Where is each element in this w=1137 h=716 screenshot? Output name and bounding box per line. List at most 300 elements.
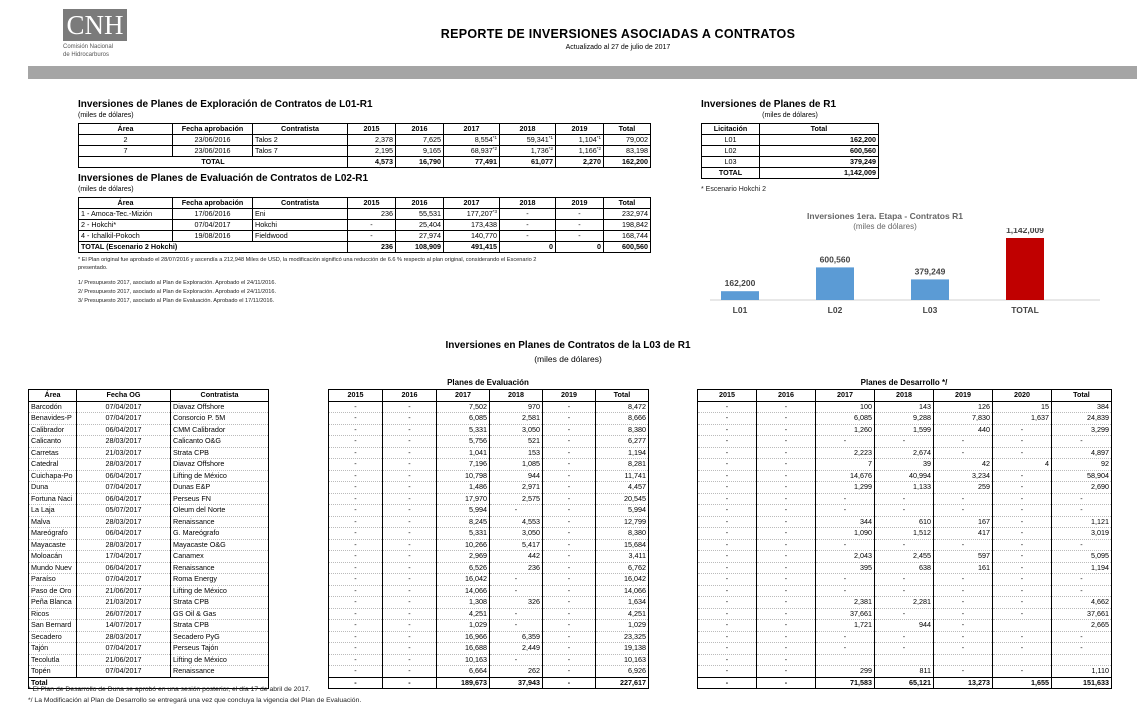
l02-col-header bbox=[500, 198, 556, 209]
area-cell bbox=[29, 424, 77, 436]
eval-value-cell-text: 10,163 bbox=[465, 654, 487, 664]
eval-value-cell-text: - bbox=[408, 608, 411, 618]
dev-value-cell-text: - bbox=[961, 447, 965, 457]
l03-contract-row bbox=[29, 493, 269, 505]
dev-value-cell bbox=[875, 447, 934, 459]
category-label: L02 bbox=[827, 305, 843, 315]
total-value-cell-text: 2,270 bbox=[583, 157, 601, 166]
eval-value-cell bbox=[596, 413, 649, 425]
dev-value-cell bbox=[1052, 413, 1112, 425]
dev-value-cell bbox=[875, 654, 934, 666]
eval-value-cell-text: - bbox=[354, 539, 357, 549]
dev-total-cell-text: 71,583 bbox=[850, 677, 872, 687]
dev-value-cell bbox=[698, 608, 757, 620]
l02-col-header-text: Área bbox=[117, 198, 134, 207]
lic-cell-text: L01 bbox=[724, 135, 737, 144]
value-cell-text: 1,104 bbox=[578, 135, 597, 144]
dev-value-cell-text: - bbox=[961, 643, 965, 653]
l01-col-header bbox=[444, 124, 500, 135]
eval-value-cell bbox=[383, 482, 437, 494]
contractor-cell-text: Perseus Tajón bbox=[173, 643, 219, 653]
eval-value-cell bbox=[490, 562, 543, 574]
eval-value-cell bbox=[383, 597, 437, 609]
l03-contract-row bbox=[29, 516, 269, 528]
eval-value-cell-text: 6,526 bbox=[469, 562, 487, 572]
category-label: L03 bbox=[922, 305, 938, 315]
eval-value-cell-text: 16,042 bbox=[624, 574, 646, 584]
chart-subtitle: (miles de dólares) bbox=[853, 222, 917, 231]
eval-value-cell bbox=[437, 654, 490, 666]
eval-value-cell-text: 3,050 bbox=[522, 424, 540, 434]
eval-value-cell bbox=[383, 574, 437, 586]
eval-value-cell-text: 1,194 bbox=[628, 447, 646, 457]
dev-value-cell bbox=[698, 631, 757, 643]
eval-value-cell-text: 1,029 bbox=[628, 620, 646, 630]
eval-value-cell-text: - bbox=[567, 631, 571, 641]
eval-value-cell-text: 8,666 bbox=[628, 413, 646, 423]
eval-value-cell-text: - bbox=[354, 574, 357, 584]
dev-year-header-text: 2017 bbox=[837, 390, 853, 400]
dev-value-cell bbox=[1052, 505, 1112, 517]
l02-row bbox=[79, 220, 651, 231]
dev-value-cell-text: - bbox=[784, 482, 788, 492]
l03-dev-row bbox=[698, 551, 1112, 563]
l03-col-header bbox=[29, 390, 77, 402]
bar-l03 bbox=[911, 279, 949, 300]
l01-unit: (miles de dólares) bbox=[78, 112, 134, 119]
dev-value-cell-text: 4 bbox=[1045, 459, 1049, 469]
value-cell-text: - bbox=[578, 231, 581, 240]
l03-contracts-header-row bbox=[29, 390, 269, 402]
l03-contract-row bbox=[29, 424, 269, 436]
eval-value-cell bbox=[543, 401, 596, 413]
l01-col-header bbox=[253, 124, 348, 135]
bar-value-label: 600,560 bbox=[819, 254, 851, 265]
dev-value-cell bbox=[1052, 585, 1112, 597]
dev-value-cell bbox=[757, 516, 816, 528]
date-cell bbox=[77, 643, 171, 655]
dev-value-cell bbox=[875, 562, 934, 574]
dev-value-cell-text: 42 bbox=[982, 459, 990, 469]
dev-value-cell-text: 100 bbox=[860, 401, 872, 411]
contractor-cell bbox=[171, 505, 269, 517]
dev-value-cell bbox=[934, 620, 993, 632]
area-cell bbox=[29, 482, 77, 494]
eval-value-cell bbox=[437, 413, 490, 425]
dev-value-cell bbox=[1052, 620, 1112, 632]
eval-value-cell-text: 8,380 bbox=[628, 528, 646, 538]
dev-value-cell-text: - bbox=[784, 608, 788, 618]
lic-total-cell bbox=[760, 146, 879, 157]
eval-value-cell-text: 12,799 bbox=[624, 516, 646, 526]
contractor-cell bbox=[253, 220, 348, 231]
date-cell-text: 28/03/2017 bbox=[105, 539, 142, 549]
contractor-cell-text: Talos 7 bbox=[255, 146, 278, 155]
l03-col-header-text: Fecha OG bbox=[106, 390, 141, 400]
dev-value-cell-text: - bbox=[1020, 493, 1024, 503]
l01-col-header-text: Área bbox=[117, 124, 134, 133]
dev-value-cell bbox=[1052, 401, 1112, 413]
date-cell bbox=[77, 401, 171, 413]
l03-contract-row bbox=[29, 401, 269, 413]
bar-value-label: 1,142,009 bbox=[1006, 228, 1044, 235]
eval-value-cell-text: - bbox=[408, 436, 411, 446]
date-cell-text: 17/04/2017 bbox=[105, 551, 142, 561]
dev-value-cell-text: 811 bbox=[919, 666, 931, 676]
area-cell-text: Benavides-P bbox=[31, 413, 72, 423]
dev-value-cell bbox=[993, 447, 1052, 459]
report-title: REPORTE DE INVERSIONES ASOCIADAS A CONTRATOS bbox=[440, 27, 796, 41]
l02-col-header-text: 2017 bbox=[463, 198, 480, 207]
eval-value-cell bbox=[490, 666, 543, 678]
contractor-cell bbox=[171, 654, 269, 666]
dev-value-cell bbox=[934, 585, 993, 597]
header-divider-bar bbox=[28, 66, 1137, 79]
dev-value-cell-text: - bbox=[784, 505, 788, 515]
date-cell-text: 05/07/2017 bbox=[105, 505, 142, 515]
contractor-cell bbox=[171, 562, 269, 574]
dev-value-cell bbox=[993, 482, 1052, 494]
value-cell bbox=[556, 135, 604, 146]
dev-value-cell-text: - bbox=[843, 574, 847, 584]
dev-value-cell bbox=[934, 643, 993, 655]
value-cell-text: 177,207 bbox=[466, 209, 493, 218]
l01-col-header-text: 2018 bbox=[519, 124, 536, 133]
eval-year-header-text: 2019 bbox=[561, 390, 577, 400]
l02-row bbox=[79, 209, 651, 220]
date-cell-text: 28/03/2017 bbox=[105, 631, 142, 641]
l02-col-header bbox=[79, 198, 173, 209]
eval-value-cell-text: 7,502 bbox=[469, 401, 487, 411]
contractor-cell bbox=[171, 585, 269, 597]
dev-value-cell-text: 1,194 bbox=[1091, 562, 1109, 572]
eval-value-cell bbox=[383, 401, 437, 413]
dev-year-header bbox=[875, 390, 934, 402]
eval-value-cell bbox=[437, 597, 490, 609]
eval-group-header: Planes de Evaluación bbox=[447, 378, 529, 387]
dev-value-cell-text: - bbox=[1020, 539, 1024, 549]
dev-value-cell bbox=[934, 424, 993, 436]
contractor-cell-text: Roma Energy bbox=[173, 574, 217, 584]
eval-value-cell-text: 3,411 bbox=[628, 551, 646, 561]
eval-value-cell-text: 6,277 bbox=[628, 436, 646, 446]
eval-value-cell-text: - bbox=[354, 516, 357, 526]
summary-unit: (miles de dólares) bbox=[762, 112, 818, 119]
eval-value-cell-text: - bbox=[408, 654, 411, 664]
dev-value-cell bbox=[816, 424, 875, 436]
eval-year-header-text: 2017 bbox=[455, 390, 471, 400]
area-cell-text: Topén bbox=[31, 666, 51, 676]
eval-total-cell-text: 189,673 bbox=[461, 677, 487, 687]
eval-value-cell bbox=[383, 551, 437, 563]
l03-eval-row bbox=[329, 608, 649, 620]
lic-total-cell bbox=[760, 157, 879, 168]
eval-value-cell bbox=[437, 516, 490, 528]
eval-value-cell bbox=[383, 631, 437, 643]
contractor-cell bbox=[171, 482, 269, 494]
logo-mark: CNH bbox=[63, 9, 127, 41]
l03-dev-row bbox=[698, 413, 1112, 425]
eval-value-cell bbox=[383, 654, 437, 666]
eval-value-cell bbox=[437, 459, 490, 471]
l02-col-header bbox=[253, 198, 348, 209]
l03-contract-row bbox=[29, 666, 269, 678]
l03-eval-row bbox=[329, 643, 649, 655]
dev-value-cell bbox=[875, 666, 934, 678]
eval-value-cell-text: 19,138 bbox=[624, 643, 646, 653]
eval-value-cell-text: - bbox=[567, 436, 571, 446]
eval-value-cell bbox=[490, 574, 543, 586]
eval-value-cell-text: - bbox=[514, 608, 518, 618]
dev-year-header-text: 2015 bbox=[719, 390, 735, 400]
eval-value-cell-text: - bbox=[408, 551, 411, 561]
l03-contract-row bbox=[29, 597, 269, 609]
eval-total-cell bbox=[490, 677, 543, 689]
value-cell bbox=[396, 220, 444, 231]
area-cell bbox=[29, 597, 77, 609]
eval-value-cell-text: - bbox=[408, 597, 411, 607]
dev-value-cell-text: - bbox=[961, 436, 965, 446]
dev-value-cell bbox=[757, 666, 816, 678]
date-cell bbox=[173, 135, 253, 146]
dev-value-cell-text: - bbox=[1020, 505, 1024, 515]
dev-total-cell bbox=[816, 677, 875, 689]
eval-year-header-text: Total bbox=[613, 390, 631, 400]
eval-value-cell bbox=[329, 505, 383, 517]
contractor-cell bbox=[171, 539, 269, 551]
total-cell-text: 79,002 bbox=[626, 135, 648, 144]
eval-value-cell bbox=[596, 447, 649, 459]
dev-value-cell-text: 4,662 bbox=[1091, 597, 1109, 607]
eval-value-cell-text: - bbox=[408, 666, 411, 676]
eval-value-cell-text: 5,331 bbox=[469, 528, 487, 538]
value-cell-text: 2,378 bbox=[375, 135, 393, 144]
dev-value-cell bbox=[875, 597, 934, 609]
dev-value-cell-text: 440 bbox=[978, 424, 990, 434]
eval-value-cell bbox=[490, 597, 543, 609]
dev-value-cell-text: - bbox=[784, 470, 788, 480]
eval-value-cell bbox=[383, 608, 437, 620]
dev-value-cell-text: - bbox=[1020, 562, 1024, 572]
eval-value-cell bbox=[437, 539, 490, 551]
total-value-cell bbox=[348, 157, 396, 168]
dev-value-cell-text: - bbox=[784, 413, 788, 423]
dev-value-cell-text: - bbox=[784, 447, 788, 457]
eval-total-cell bbox=[383, 677, 437, 689]
dev-value-cell-text: 39 bbox=[923, 459, 931, 469]
l03-dev-row bbox=[698, 424, 1112, 436]
dev-value-cell-text: - bbox=[843, 493, 847, 503]
dev-value-cell bbox=[816, 585, 875, 597]
dev-value-cell bbox=[816, 666, 875, 678]
total-value-cell bbox=[604, 157, 651, 168]
area-cell bbox=[29, 654, 77, 666]
eval-value-cell-text: 5,756 bbox=[469, 436, 487, 446]
eval-value-cell bbox=[490, 516, 543, 528]
eval-value-cell bbox=[543, 551, 596, 563]
dev-value-cell bbox=[757, 401, 816, 413]
eval-value-cell-text: 4,457 bbox=[628, 482, 646, 492]
dev-value-cell-text: - bbox=[725, 597, 729, 607]
l01-col-header-text: 2019 bbox=[571, 124, 588, 133]
contractor-cell bbox=[171, 631, 269, 643]
date-cell-text: 23/06/2016 bbox=[194, 135, 231, 144]
date-cell bbox=[173, 220, 253, 231]
eval-value-cell-text: 153 bbox=[528, 447, 540, 457]
dev-value-cell bbox=[993, 505, 1052, 517]
dev-value-cell-text: - bbox=[961, 574, 965, 584]
date-cell-text: 19/08/2016 bbox=[194, 231, 231, 240]
eval-value-cell-text: 442 bbox=[528, 551, 540, 561]
dev-value-cell-text: - bbox=[784, 574, 788, 584]
l03-contract-row bbox=[29, 585, 269, 597]
eval-value-cell bbox=[543, 654, 596, 666]
dev-value-cell bbox=[816, 470, 875, 482]
dev-value-cell-text: 2,223 bbox=[854, 447, 872, 457]
l03-dev-row bbox=[698, 620, 1112, 632]
eval-value-cell-text: - bbox=[567, 574, 571, 584]
dev-value-cell-text: - bbox=[784, 620, 788, 630]
dev-value-cell bbox=[1052, 424, 1112, 436]
eval-value-cell-text: - bbox=[354, 436, 357, 446]
eval-value-cell-text: 10,798 bbox=[465, 470, 487, 480]
dev-value-cell bbox=[934, 666, 993, 678]
dev-value-cell bbox=[698, 459, 757, 471]
eval-value-cell bbox=[383, 459, 437, 471]
value-cell bbox=[396, 231, 444, 242]
eval-value-cell bbox=[437, 436, 490, 448]
value-cell-text: - bbox=[526, 220, 529, 229]
dev-value-cell-text: - bbox=[961, 666, 965, 676]
dev-value-cell-text: - bbox=[725, 459, 729, 469]
dev-year-header bbox=[816, 390, 875, 402]
dev-value-cell bbox=[993, 459, 1052, 471]
lic-cell bbox=[702, 146, 760, 157]
cnh-logo bbox=[63, 9, 133, 59]
dev-value-cell-text: 9,288 bbox=[913, 413, 931, 423]
dev-value-cell-text: - bbox=[902, 585, 906, 595]
date-cell-text: 21/03/2017 bbox=[105, 447, 142, 457]
value-cell-text: 1,736 bbox=[530, 146, 549, 155]
dev-value-cell bbox=[1052, 631, 1112, 643]
dev-total-cell bbox=[993, 677, 1052, 689]
summary-title: Inversiones de Planes de R1 bbox=[701, 99, 837, 110]
summary-row bbox=[702, 135, 879, 146]
eval-value-cell-text: 8,281 bbox=[628, 459, 646, 469]
area-cell bbox=[29, 620, 77, 632]
dev-value-cell-text: - bbox=[1020, 585, 1024, 595]
eval-value-cell bbox=[329, 459, 383, 471]
eval-value-cell bbox=[329, 482, 383, 494]
dev-value-cell bbox=[757, 470, 816, 482]
dev-value-cell bbox=[757, 643, 816, 655]
dev-value-cell-text: - bbox=[961, 608, 965, 618]
l03-eval-row bbox=[329, 562, 649, 574]
dev-value-cell bbox=[816, 643, 875, 655]
eval-total-cell-text: - bbox=[354, 677, 357, 687]
dev-value-cell-text: - bbox=[961, 493, 965, 503]
dev-value-cell-text: - bbox=[843, 643, 847, 653]
l03-dev-row bbox=[698, 597, 1112, 609]
total-cell-text: 83,198 bbox=[626, 146, 648, 155]
dev-value-cell-text: - bbox=[1080, 493, 1083, 503]
eval-value-cell bbox=[543, 597, 596, 609]
value-cell-text: 140,770 bbox=[471, 231, 497, 240]
l03-dev-row bbox=[698, 528, 1112, 540]
eval-value-cell bbox=[437, 470, 490, 482]
l03-eval-table bbox=[328, 389, 649, 689]
eval-value-cell bbox=[543, 574, 596, 586]
l01-col-header bbox=[396, 124, 444, 135]
date-cell bbox=[77, 413, 171, 425]
dev-value-cell-text: - bbox=[961, 585, 965, 595]
eval-value-cell bbox=[329, 654, 383, 666]
date-cell bbox=[77, 631, 171, 643]
dev-value-cell bbox=[993, 539, 1052, 551]
total-cell bbox=[604, 209, 651, 220]
eval-value-cell-text: 1,308 bbox=[469, 597, 487, 607]
dev-value-cell bbox=[993, 436, 1052, 448]
dev-value-cell bbox=[934, 654, 993, 666]
contractor-cell-text: Strata CPB bbox=[173, 620, 209, 630]
dev-value-cell-text: 2,043 bbox=[854, 551, 872, 561]
l01-col-header-text: Fecha aprobación bbox=[181, 124, 244, 133]
eval-value-cell bbox=[490, 413, 543, 425]
date-cell-text: 06/04/2017 bbox=[105, 562, 142, 572]
l03-contract-row bbox=[29, 574, 269, 586]
dev-value-cell-text: - bbox=[725, 551, 729, 561]
contractor-cell bbox=[253, 135, 348, 146]
eval-value-cell-text: 3,050 bbox=[522, 528, 540, 538]
eval-value-cell bbox=[437, 562, 490, 574]
dev-value-cell bbox=[875, 459, 934, 471]
value-cell bbox=[444, 209, 500, 220]
l03-eval-header-row bbox=[329, 390, 649, 402]
dev-value-cell-text: - bbox=[784, 539, 788, 549]
area-cell-text: 2 bbox=[123, 135, 128, 144]
bar-value-label: 379,249 bbox=[914, 266, 946, 277]
dev-value-cell-text: - bbox=[1020, 436, 1024, 446]
eval-value-cell bbox=[437, 631, 490, 643]
eval-value-cell bbox=[437, 608, 490, 620]
eval-value-cell bbox=[437, 482, 490, 494]
dev-value-cell bbox=[875, 470, 934, 482]
eval-value-cell bbox=[596, 493, 649, 505]
value-cell bbox=[500, 231, 556, 242]
l03-contract-row bbox=[29, 643, 269, 655]
contractor-cell bbox=[171, 551, 269, 563]
dev-value-cell bbox=[1052, 608, 1112, 620]
total-label-text: TOTAL bbox=[201, 157, 225, 166]
dev-value-cell-text: 1,637 bbox=[1031, 413, 1049, 423]
eval-value-cell-text: - bbox=[354, 551, 357, 561]
dev-value-cell-text: 3,019 bbox=[1091, 528, 1109, 538]
l01-col-header bbox=[500, 124, 556, 135]
l03-contract-row bbox=[29, 528, 269, 540]
eval-value-cell-text: - bbox=[408, 528, 411, 538]
dev-value-cell-text: - bbox=[1020, 608, 1024, 618]
summary-row bbox=[702, 157, 879, 168]
eval-value-cell bbox=[490, 608, 543, 620]
l03-eval-row bbox=[329, 666, 649, 678]
dev-value-cell-text: 610 bbox=[919, 516, 931, 526]
eval-value-cell bbox=[329, 551, 383, 563]
logo-line2: de Hidrocarburos bbox=[63, 52, 110, 58]
area-cell-text: Peña Blanca bbox=[31, 597, 72, 607]
eval-value-cell-text: - bbox=[408, 470, 411, 480]
eval-value-cell bbox=[596, 470, 649, 482]
date-cell bbox=[77, 562, 171, 574]
